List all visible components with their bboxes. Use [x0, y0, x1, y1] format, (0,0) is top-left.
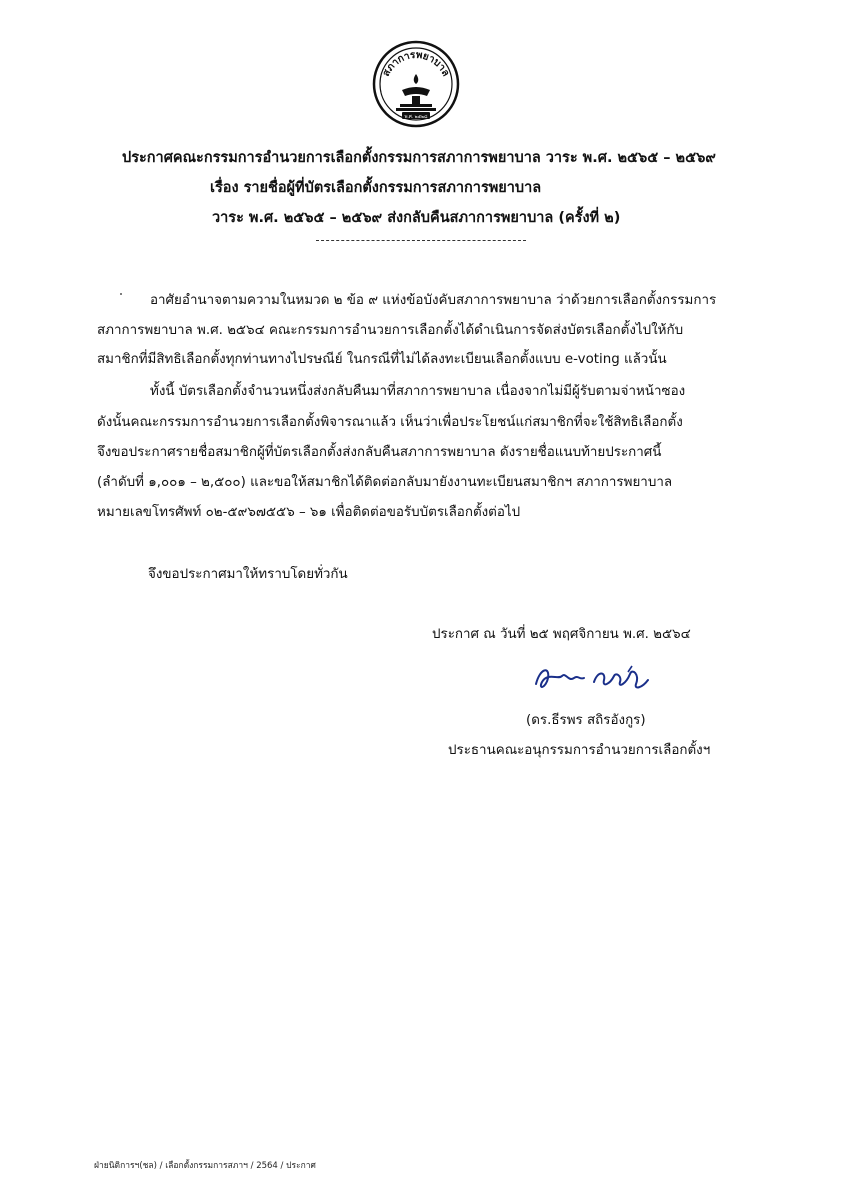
council-seal-icon	[372, 40, 460, 128]
paragraph-2-line-5: หมายเลขโทรศัพท์ ๐๒-๕๙๖๗๕๕๖ – ๖๑ เพื่อติดต่อขอรับบัตรเลือกตั้งต่อไป	[97, 505, 521, 520]
paragraph-2-line-2: ดังนั้นคณะกรรมการอำนวยการเลือกตั้งพิจารณาแล้ว เห็นว่าเพื่อประโยชน์แก่สมาชิกที่จะใช้สิทธิเลือกตั้ง	[97, 415, 683, 430]
council-logo	[372, 40, 460, 128]
svg-text:พ.ศ. ๒๕๒๘: พ.ศ. ๒๕๒๘	[404, 115, 428, 120]
paragraph-2-line-3: จึงขอประกาศรายชื่อสมาชิกผู้ที่บัตรเลือกตั้งส่งกลับคืนสภาการพยาบาล ดังรายชื่อแนบท้ายประกาศนี้	[97, 445, 662, 460]
paragraph-2-line-4: (ลำดับที่ ๑,๐๐๑ – ๒,๕๐๐) และขอให้สมาชิกได้ติดต่อกลับมายังงานทะเบียนสมาชิกฯ สภาการพยาบาล	[97, 475, 673, 490]
signer-title: ประธานคณะอนุกรรมการอำนวยการเลือกตั้งฯ	[448, 743, 711, 758]
announcement-title: ประกาศคณะกรรมการอำนวยการเลือกตั้งกรรมการสภาการพยาบาล วาระ พ.ศ. ๒๕๖๕ – ๒๕๖๙	[122, 150, 716, 166]
paragraph-2-line-1: ทั้งนี้ บัตรเลือกตั้งจำนวนหนึ่งส่งกลับคืนมาที่สภาการพยาบาล เนื่องจากไม่มีผู้รับตามจ่าหน้าซอง	[150, 384, 686, 399]
svg-text:สภาการพยาบาล: สภาการพยาบาล	[380, 49, 452, 79]
paragraph-1-line-1: อาศัยอำนาจตามความในหมวด ๒ ข้อ ๙ แห่งข้อบังคับสภาการพยาบาล ว่าด้วยการเลือกตั้งกรรมการ	[150, 293, 717, 308]
signature-icon	[528, 654, 658, 704]
announcement-term: วาระ พ.ศ. ๒๕๖๕ – ๒๕๖๙ ส่งกลับคืนสภาการพยาบาล (ครั้งที่ ๒)	[212, 210, 621, 226]
paragraph-1-line-3: สมาชิกที่มีสิทธิเลือกตั้งทุกท่านทางไปรษณีย์ ในกรณีที่ไม่ได้ลงทะเบียนเลือกตั้งแบบ e-voting แล้วนั้น	[97, 352, 667, 367]
header-divider	[316, 240, 526, 241]
document-reference: ฝ่ายนิติการฯ(ชล) / เลือกตั้งกรรมการสภาฯ / 2564 / ประกาศ	[94, 1161, 316, 1171]
announcement-subject: เรื่อง รายชื่อผู้ที่บัตรเลือกตั้งกรรมการสภาการพยาบาล	[210, 180, 542, 196]
signer-name: (ดร.ธีรพร สถิรอังกูร)	[526, 713, 646, 728]
paragraph-1-line-2: สภาการพยาบาล พ.ศ. ๒๕๖๔ คณะกรรมการอำนวยการเลือกตั้งได้ดำเนินการจัดส่งบัตรเลือกตั้งไปให้กับ	[97, 323, 684, 338]
paragraph-3: จึงขอประกาศมาให้ทราบโดยทั่วกัน	[148, 567, 348, 582]
announcement-date: ประกาศ ณ วันที่ ๒๕ พฤศจิกายน พ.ศ. ๒๕๖๔	[432, 627, 691, 642]
handwritten-signature	[528, 654, 658, 704]
scan-speck	[120, 293, 122, 295]
